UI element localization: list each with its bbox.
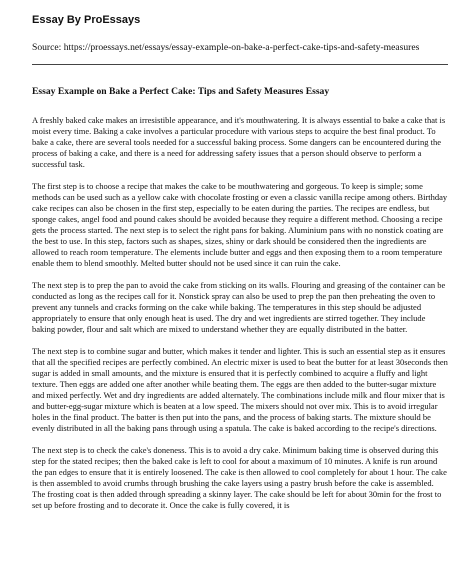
paragraph-5: The next step is to check the cake's doneness. This is to avoid a dry cake. Minimum baking time is observed during this step for the stated recipes; then the baked cake is left to cool for about a maximum of 10 minutes. A knife is run around the pan edges to ensure that it is entirely loosened. The cake is then allowed to cool completely for about 1 hour. The cake is then assembled to avoid crumbs through brushing the cake layers using a pastry brush before the cake is assembled. The frosting coat is then added through spreading a skinny layer. The cake should be left for about 30min for the frost to set up before frosting and to decorate it. Once the cake is fully covered, it is: [32, 445, 447, 510]
source-line: [32, 42, 419, 53]
paragraph-3: The next step is to prep the pan to avoid the cake from sticking on its walls. Flouring and greasing of the container can be conducted as long as the recipes call for it. Nonstick spray can also be used to prep the pan then preheating the oven to prevent any tunnels and cracks forming on the cake while baking. The temperatures in this step should be adjusted appropriately to ensure that only enough heat is used. The dry and wet ingredients are stirred together. They include baking powder, flour and salt which are mixed to understand whether they are equally distributed in the batter.: [32, 280, 446, 334]
header-divider: [32, 64, 448, 65]
paragraph-1: A freshly baked cake makes an irresistible appearance, and it's mouthwatering. It is always essential to bake a cake that is moist every time. Baking a cake involves a particular procedure with various steps to acquire the best final product. To bake a cake, there are several tools needed for a successful baking process. Some dangers can be encountered during the process of baking a cake, and there is a need for addressing safety issues that a person should observe to perform a successful task.: [32, 115, 446, 169]
essay-title: Essay Example on Bake a Perfect Cake: Tips and Safety Measures Essay: [32, 86, 330, 97]
essay-body: [32, 115, 448, 522]
source-url[interactable]: https://proessays.net/essays/essay-example-on-bake-a-perfect-cake-tips-and-safety-measures: [63, 42, 420, 53]
source-label: Source:: [32, 42, 62, 53]
brand-title: Essay By ProEssays: [32, 14, 141, 26]
paragraph-2: The first step is to choose a recipe that makes the cake to be mouthwatering and gorgeous. To keep is simple; some methods can be used such as a yellow cake with chocolate frosting or even a classic vanilla recipe among others. Birthday cake recipes can also be chosen in the first step, especially to be eaten during the parties. The recipes are endless, but sponge cakes, angel food and pound cakes should be avoided because they require a different method. Choosing a recipe gets the process started. The next step is to select the right pans for baking. Aluminium pans with no nonstick coating are the best to use. In this step, factors such as shapes, sizes, shiny or dark should be considered then the ingredients are allowed to reach room temperature. The elements include butter and eggs and then exposing them to a room temperature enable them to blend smoothly. Melted butter should not be used since it can ruin the cake.: [32, 181, 448, 268]
paragraph-4: The next step is to combine sugar and butter, which makes it tender and lighter. This is such an essential step as it ensures that all the specified recipes are perfectly combined. An electric mixer is used to beat the butter for at least 30seconds then sugar is added in small amounts, and the mixture is ensured that it is perfectly combined to acquire a fluffy and light texture. Then eggs are added one after another while beating them. The eggs are then added to the butter-sugar mixture and mixed perfectly. Wet and dry ingredients are added alternately. The combinations include milk and flour mixer that is and butter-egg-sugar mixture which is beaten at a low speed. The mixers should not over mix. This is to avoid irregular holes in the final product. The batter is then put into the pans, and the process of baking starts. The mixture should be evenly distributed in all the baking pans through using a spatula. The cake is baked according to the recipe's directions.: [32, 346, 448, 433]
